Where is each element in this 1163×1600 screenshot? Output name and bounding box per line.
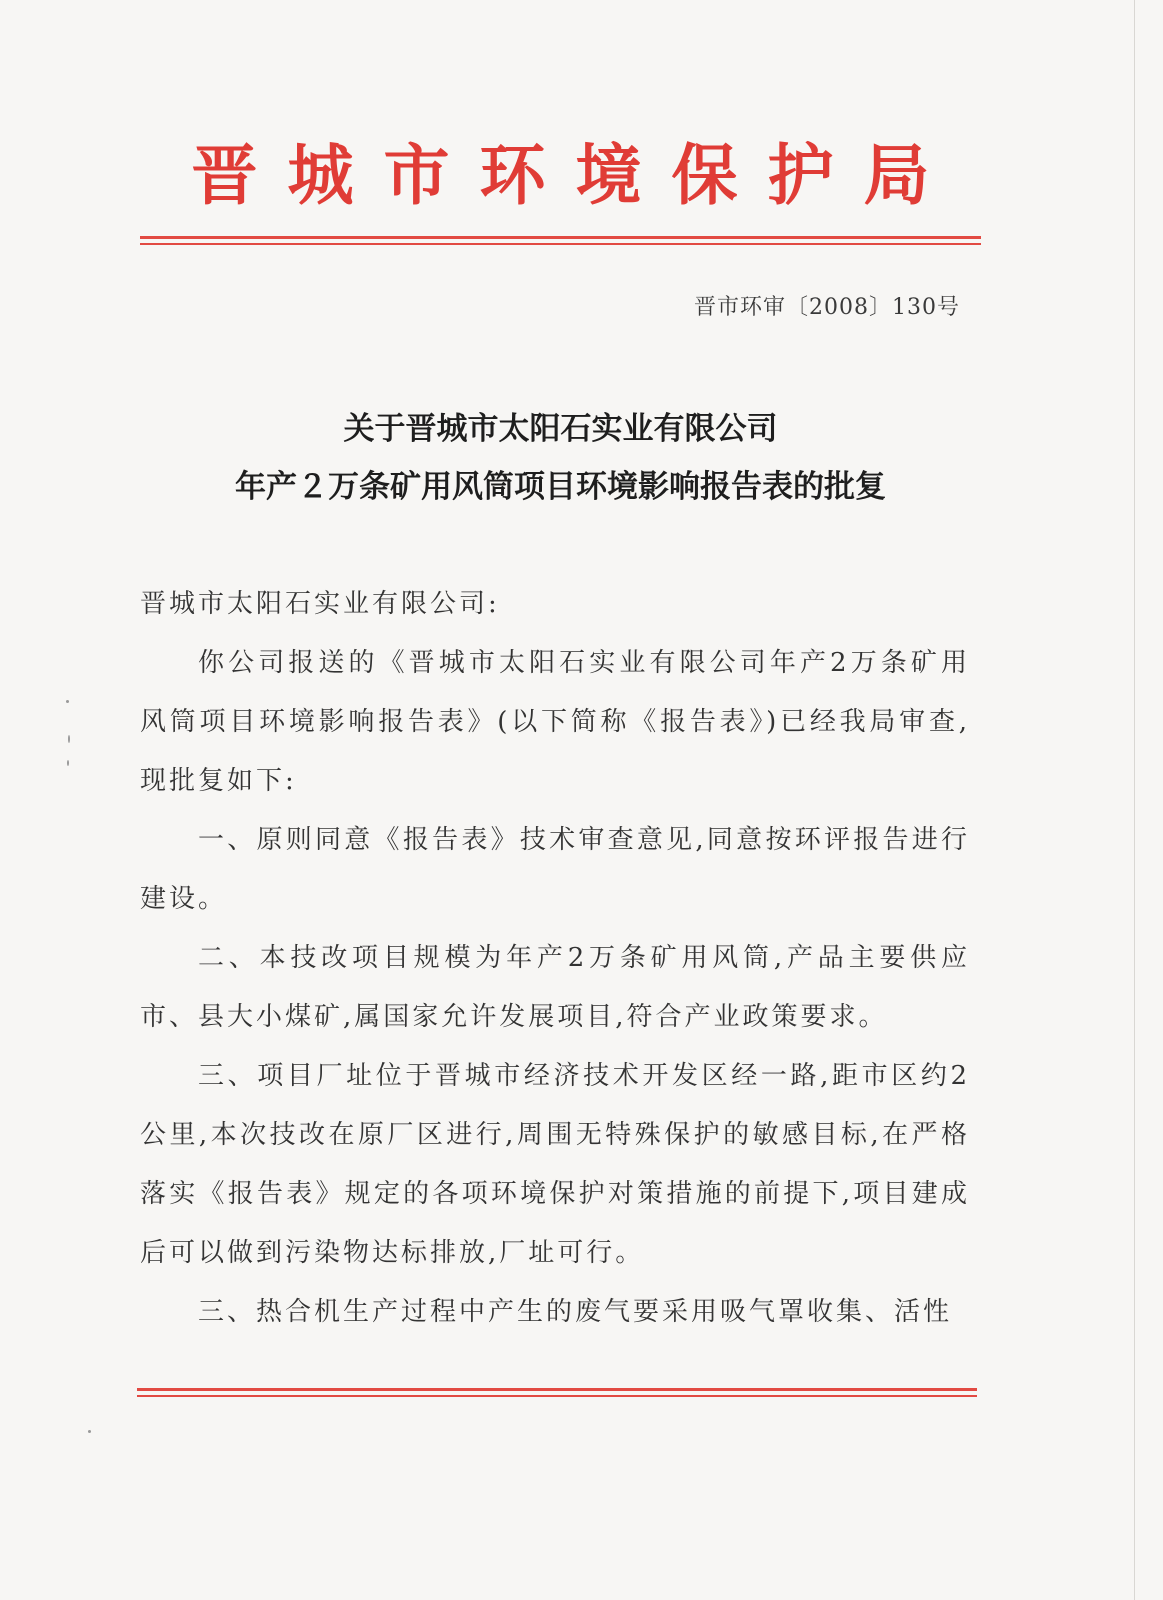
paragraph-item-4: 三、热合机生产过程中产生的废气要采用吸气罩收集、活性: [198, 1297, 953, 1327]
paragraph-item-2: 二、本技改项目规模为年产2万条矿用风筒,产品主要供应市、县大小煤矿,属国家允许发展项目,符合产业政策要求。: [140, 943, 970, 1032]
document-number: 晋市环审〔2008〕130号: [694, 295, 960, 320]
document-body: [140, 575, 970, 1342]
title-line-1: 关于晋城市太阳石实业有限公司: [343, 411, 778, 447]
masthead-rule-thin: [140, 243, 981, 245]
scan-speck: [66, 700, 69, 703]
masthead-title: 晋城市环境保护局: [191, 136, 960, 214]
document-title: [140, 400, 981, 516]
footer-rule-thick: [137, 1388, 977, 1391]
paragraph-intro: 你公司报送的《晋城市太阳石实业有限公司年产2万条矿用风筒项目环境影响报告表》(以下简称《报告表》)已经我局审查,现批复如下:: [140, 648, 970, 796]
scan-edge-line: [1134, 0, 1135, 1600]
scan-speck: [68, 735, 70, 743]
paragraph-item-1: 一、原则同意《报告表》技术审查意见,同意按环评报告进行建设。: [140, 825, 970, 914]
salutation: 晋城市太阳石实业有限公司:: [140, 589, 500, 619]
scan-speck: [67, 760, 69, 766]
scan-speck: [88, 1430, 91, 1433]
title-line-2: 年产２万条矿用风筒项目环境影响报告表的批复: [235, 469, 886, 505]
paragraph-item-3: 三、项目厂址位于晋城市经济技术开发区经一路,距市区约2公里,本次技改在原厂区进行,周围无特殊保护的敏感目标,在严格落实《报告表》规定的各项环境保护对策措施的前提下,项目建成后可以做到污染物达标排放,厂址可行。: [140, 1061, 970, 1268]
masthead-rule-thick: [140, 236, 981, 239]
footer-rule-thin: [137, 1395, 977, 1397]
